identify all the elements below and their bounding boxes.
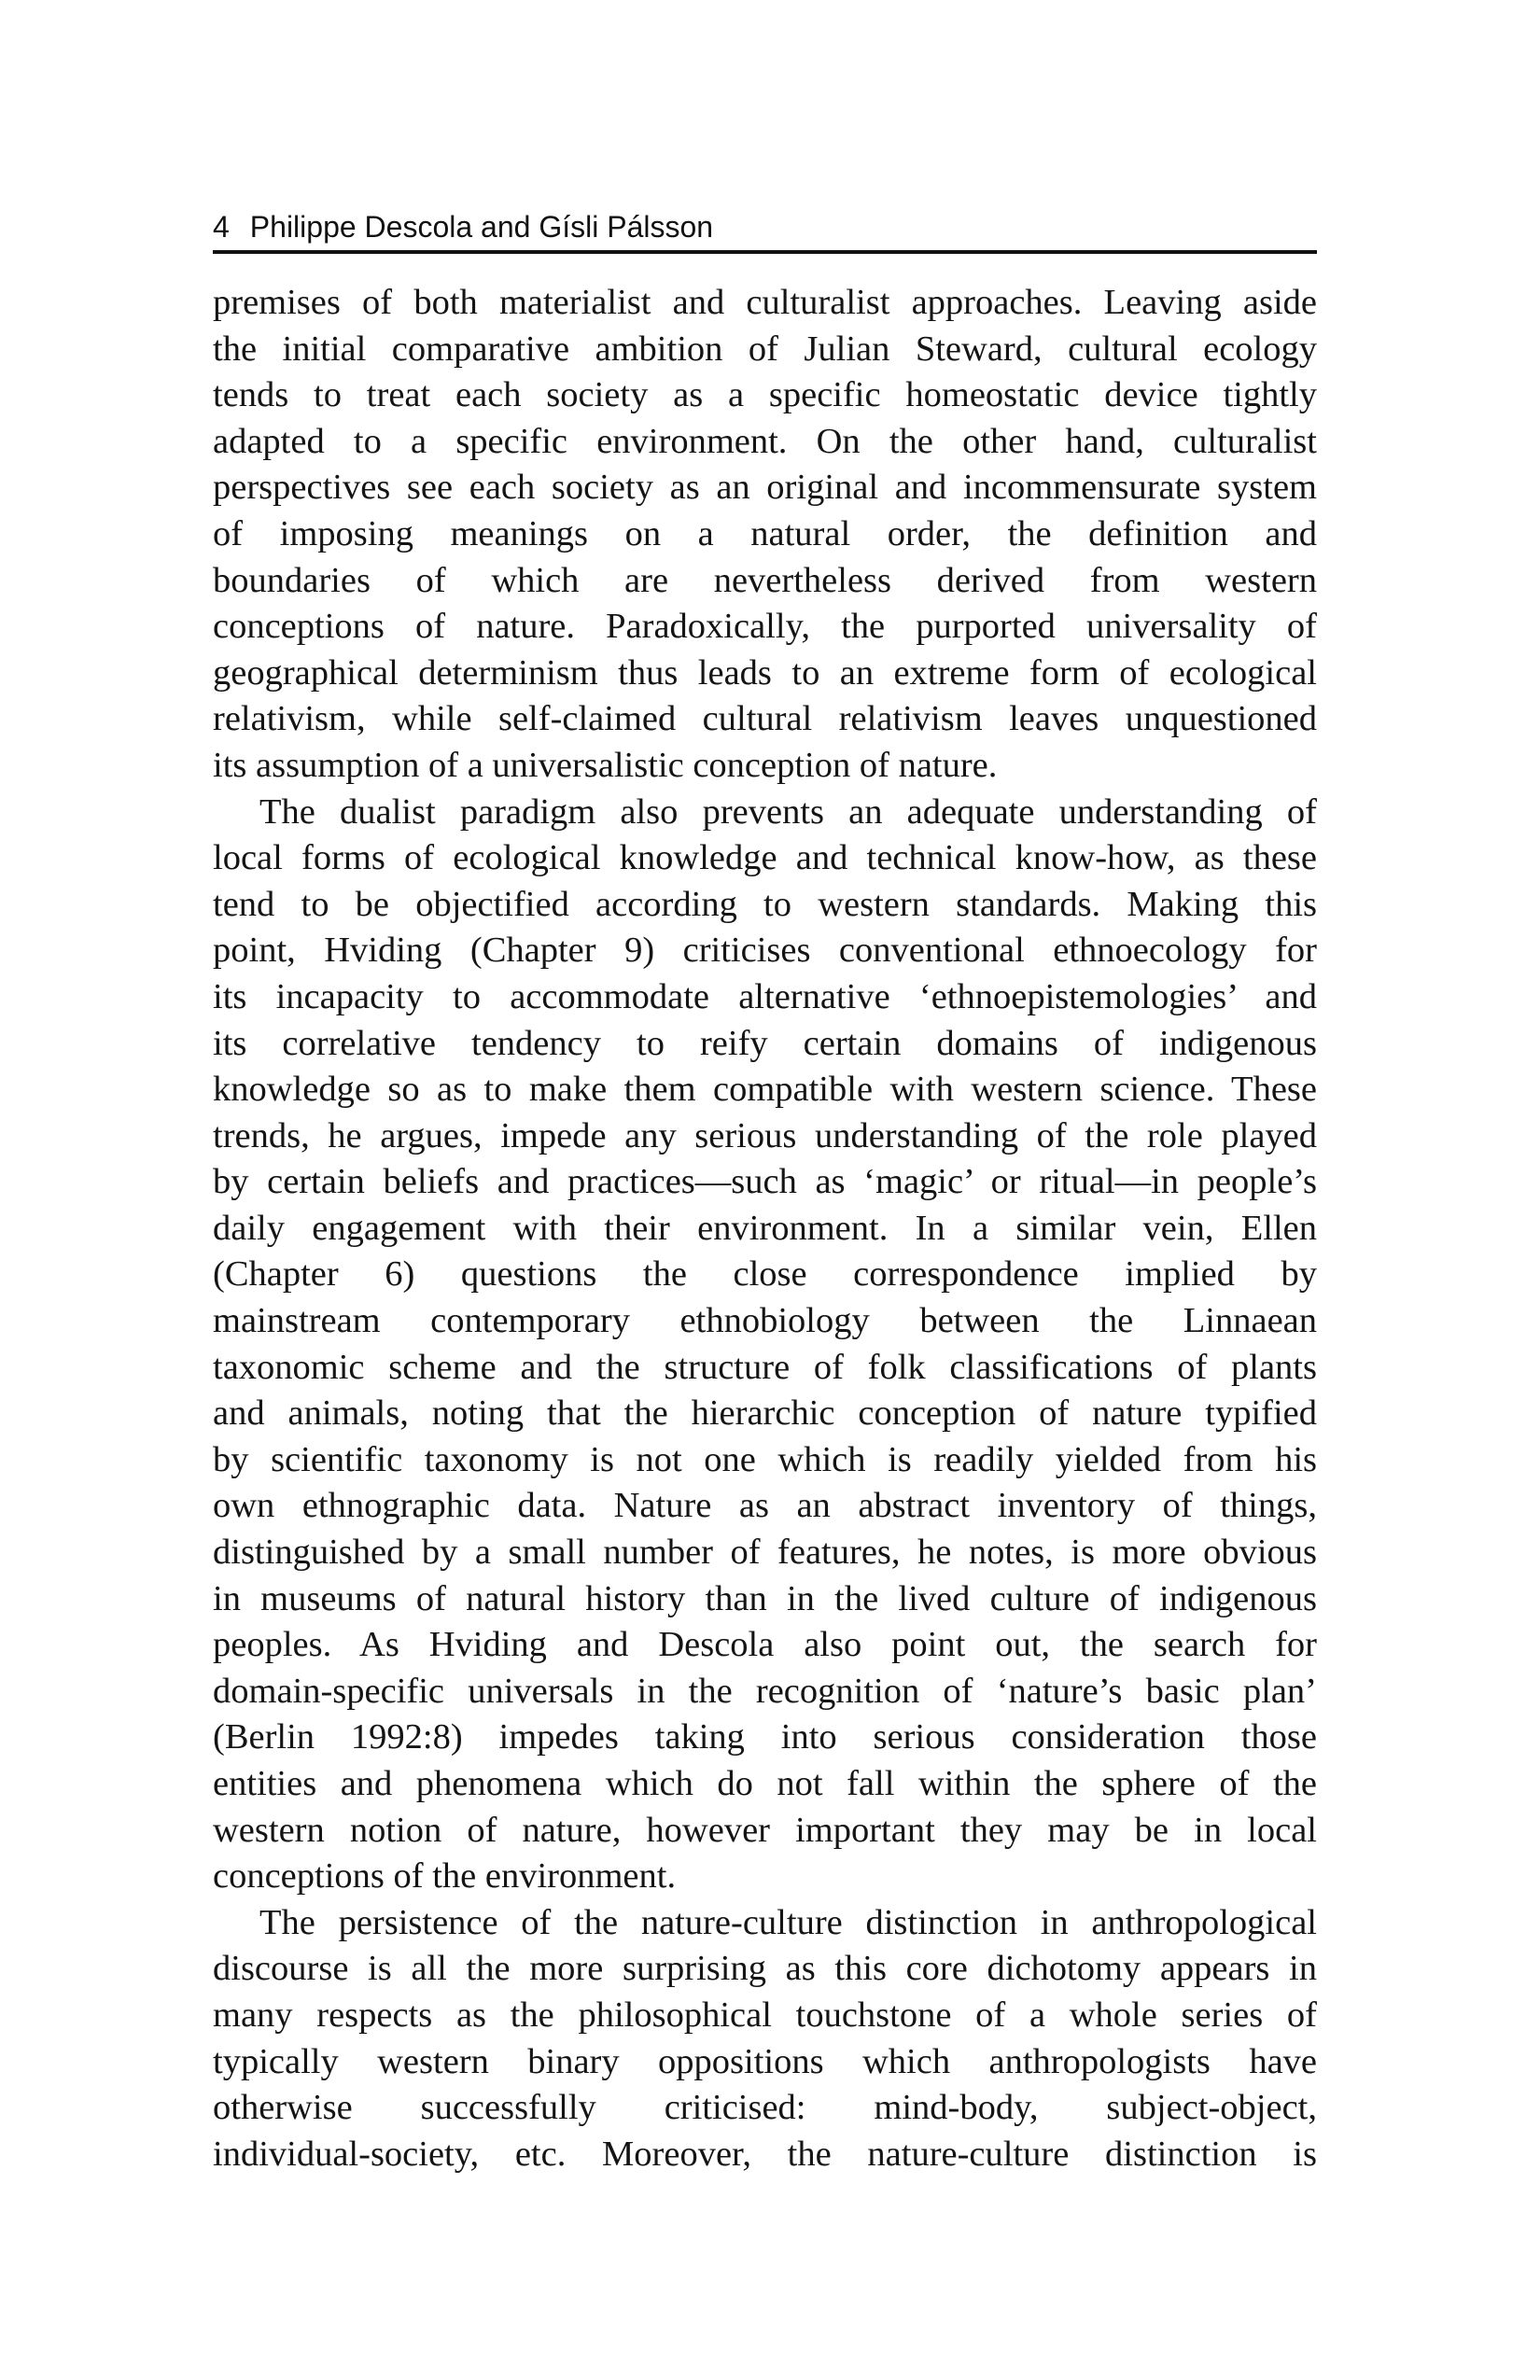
text-line: its correlative tendency to reify certain domains of indigenous [213,1023,1317,1063]
text-line: geographical determinism thus leads to an extreme form of ecological [213,652,1317,693]
text-line: (Berlin 1992:8) impedes taking into serious consideration those [213,1717,1317,1757]
paragraph-1 [213,280,1317,790]
text-line: individual-society, etc. Moreover, the nature-culture distinction is [213,2134,1317,2174]
text-line: trends, he argues, impede any serious understanding of the role played [213,1115,1317,1155]
text-line: daily engagement with their environment. In a similar vein, Ellen [213,1208,1317,1248]
text-line: (Chapter 6) questions the close correspondence implied by [213,1254,1317,1295]
text-line: and animals, noting that the hierarchic conception of nature typified [213,1393,1317,1434]
running-title: Philippe Descola and Gísli Pálsson [249,210,714,244]
text-line: perspectives see each society as an original and incommensurate system [213,468,1317,508]
page-number: 4 [213,210,230,244]
text-line: its incapacity to accommodate alternative ‘ethnoepistemologies’ and [213,976,1317,1016]
text-line: its assumption of a universalistic conception of nature. [213,745,998,785]
text-line: premises of both materialist and culturalist approaches. Leaving aside [213,283,1317,322]
text-line: mainstream contemporary ethnobiology between the Linnaean [213,1301,1317,1341]
text-line: by scientific taxonomy is not one which is readily yielded from his [213,1439,1317,1479]
text-line: boundaries of which are nevertheless derived from western [213,560,1317,600]
text-line: otherwise successfully criticised: mind-body, subject-object, [213,2088,1317,2128]
text-line: tend to be objectified according to western standards. Making this [213,884,1317,924]
text-line: peoples. As Hviding and Descola also point out, the search for [213,1625,1317,1665]
text-line: adapted to a specific environment. On the other hand, culturalist [213,421,1317,461]
text-line: of imposing meanings on a natural order, the definition and [213,513,1317,553]
paragraph-2 [213,790,1317,1900]
text-line: domain-specific universals in the recognition of ‘nature’s basic plan’ [213,1671,1317,1711]
text-line: own ethnographic data. Nature as an abstract inventory of things, [213,1486,1317,1526]
text-line: distinguished by a small number of features, he notes, is more obvious [213,1533,1317,1573]
text-line: knowledge so as to make them compatible with western science. These [213,1070,1317,1110]
text-line: local forms of ecological knowledge and technical know-how, as these [213,838,1317,878]
running-header [213,203,1317,254]
text-line: entities and phenomena which do not fall within the sphere of the [213,1764,1317,1803]
text-line: in museums of natural history than in the lived culture of indigenous [213,1578,1317,1618]
text-line: typically western binary oppositions which anthropologists have [213,2041,1317,2081]
text-line: point, Hviding (Chapter 9) criticises conventional ethnoecology for [213,931,1317,971]
text-line: many respects as the philosophical touchstone of a whole series of [213,1995,1317,2035]
text-line: conceptions of nature. Paradoxically, the purported universality of [213,607,1317,647]
paragraph-3 [213,1900,1317,2178]
text-line: western notion of nature, however important they may be in local [213,1810,1317,1850]
text-line: tends to treat each society as a specific homeostatic device tightly [213,375,1317,415]
text-line: The persistence of the nature-culture distinction in anthropological [259,1902,1317,1942]
text-line: The dualist paradigm also prevents an adequate understanding of [259,791,1317,832]
text-line: discourse is all the more surprising as this core dichotomy appears in [213,1949,1317,1989]
text-line: taxonomic scheme and the structure of folk classifications of plants [213,1347,1317,1387]
text-line: conceptions of the environment. [213,1856,677,1897]
text-line: relativism, while self-claimed cultural relativism leaves unquestioned [213,699,1317,739]
text-line: the initial comparative ambition of Julian Steward, cultural ecology [213,329,1317,369]
body-text [213,280,1317,2177]
text-line: by certain beliefs and practices—such as ‘magic’ or ritual—in people’s [213,1162,1317,1202]
